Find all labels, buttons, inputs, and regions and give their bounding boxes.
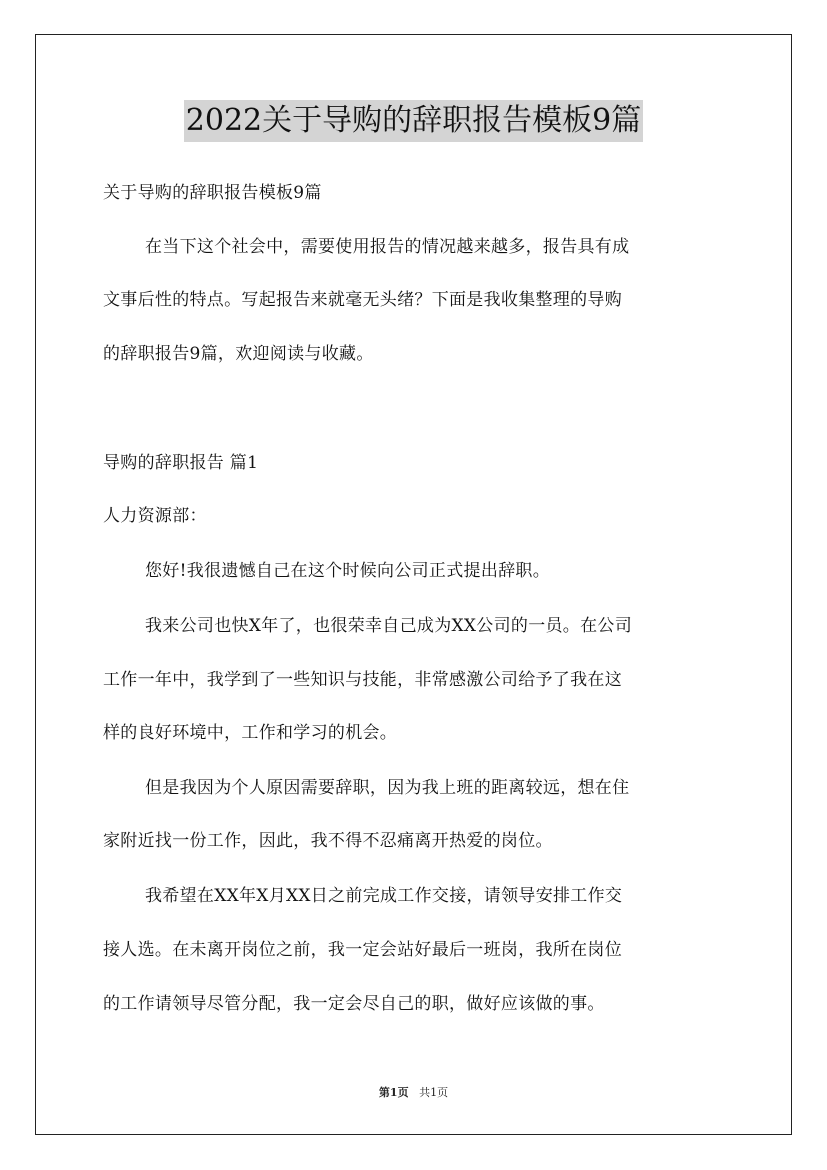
page-total: 共1页 xyxy=(419,1086,449,1099)
body-line: 接人选。在未离开岗位之前，我一定会站好最后一班岗，我所在岗位 xyxy=(103,940,622,960)
title-container xyxy=(0,100,827,142)
body-line: 工作一年中，我学到了一些知识与技能，非常感激公司给予了我在这 xyxy=(103,670,622,690)
section-heading: 导购的辞职报告 篇1 xyxy=(103,453,259,473)
salutation: 人力资源部： xyxy=(103,506,207,526)
document-subtitle: 关于导购的辞职报告模板9篇 xyxy=(103,183,322,203)
page-footer xyxy=(0,1084,827,1100)
body-line: 样的良好环境中，工作和学习的机会。 xyxy=(103,723,398,743)
body-line: 的工作请领导尽管分配，我一定会尽自己的职，做好应该做的事。 xyxy=(103,994,605,1014)
body-line: 但是我因为个人原因需要辞职，因为我上班的距离较远，想在住 xyxy=(145,778,630,798)
document-title: 2022关于导购的辞职报告模板9篇 xyxy=(184,100,643,142)
intro-line: 在当下这个社会中，需要使用报告的情况越来越多，报告具有成 xyxy=(145,237,630,257)
intro-line: 文事后性的特点。写起报告来就毫无头绪？下面是我收集整理的导购 xyxy=(103,290,622,310)
body-line: 我希望在XX年X月XX日之前完成工作交接，请领导安排工作交 xyxy=(145,886,623,906)
body-line: 您好!我很遗憾自己在这个时候向公司正式提出辞职。 xyxy=(145,561,551,581)
intro-line: 的辞职报告9篇，欢迎阅读与收藏。 xyxy=(103,344,374,364)
body-line: 家附近找一份工作，因此，我不得不忍痛离开热爱的岗位。 xyxy=(103,831,553,851)
body-line: 我来公司也快X年了，也很荣幸自己成为XX公司的一员。在公司 xyxy=(145,616,633,636)
page-number: 第1页 xyxy=(378,1086,409,1099)
